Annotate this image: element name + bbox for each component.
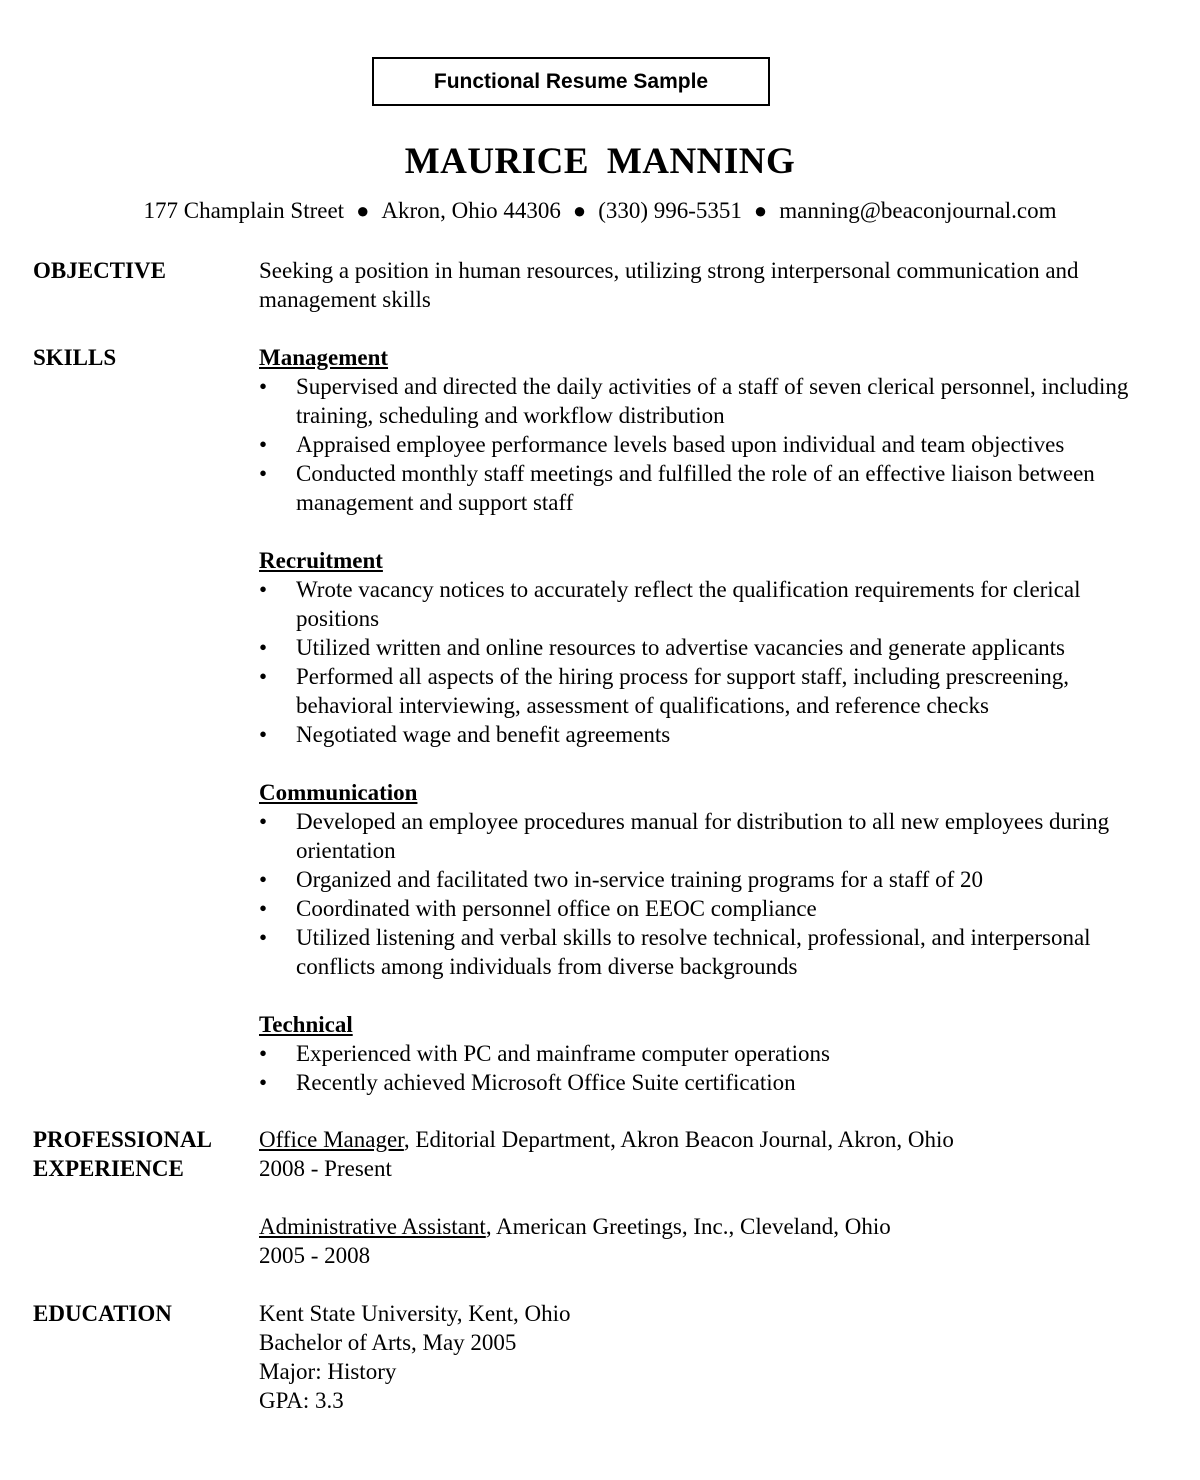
- list-item: [259, 372, 1169, 430]
- contact-street: 177 Champlain Street: [143, 198, 345, 223]
- job-dates: 2008 - Present: [259, 1156, 392, 1181]
- list-item: [259, 807, 1169, 865]
- experience-heading: [33, 1125, 212, 1183]
- list-item-text: Appraised employee performance levels based upon individual and team objectives: [296, 432, 1065, 457]
- job-role: Office Manager: [259, 1127, 404, 1152]
- skill-group-heading: Recruitment: [259, 548, 383, 573]
- list-item: [259, 575, 1169, 633]
- job-details: , American Greetings, Inc., Cleveland, Ohio: [485, 1214, 891, 1239]
- skills-heading: SKILLS: [33, 345, 117, 370]
- list-item-text: Performed all aspects of the hiring process for support staff, including prescreening, behavioral interviewing, assessment of qualifications, and reference checks: [296, 664, 1070, 718]
- contact-phone: (330) 996-5351: [598, 198, 742, 223]
- list-item: [259, 894, 1169, 923]
- contact-city: Akron, Ohio 44306: [381, 198, 561, 223]
- job-details: , Editorial Department, Akron Beacon Journal, Akron, Ohio: [403, 1127, 954, 1152]
- sample-label: Functional Resume Sample: [433, 69, 709, 93]
- bullet-icon: •: [259, 722, 268, 747]
- skill-group-technical: [259, 1010, 1169, 1097]
- list-item-text: Supervised and directed the daily activities of a staff of seven clerical personnel, including training, scheduling and workflow distribution: [296, 374, 1129, 428]
- bullet-icon: •: [259, 374, 268, 399]
- list-item-text: Negotiated wage and benefit agreements: [296, 722, 671, 747]
- list-item-text: Organized and facilitated two in-service training programs for a staff of 20: [296, 867, 983, 892]
- contact-line: [0, 198, 1200, 224]
- skill-group-heading: Management: [259, 345, 389, 370]
- experience-section: [259, 1125, 1169, 1270]
- bullet-icon: •: [259, 577, 268, 602]
- list-item: [259, 430, 1169, 459]
- education-section: [259, 1299, 1169, 1415]
- list-item-text: Utilized written and online resources to advertise vacancies and generate applicants: [296, 635, 1065, 660]
- experience-heading-line2: EXPERIENCE: [33, 1156, 184, 1181]
- list-item: [259, 865, 1169, 894]
- skill-group-management: [259, 343, 1169, 517]
- education-major: Major: History: [259, 1359, 397, 1384]
- education-degree: Bachelor of Arts, May 2005: [259, 1330, 517, 1355]
- list-item: [259, 923, 1169, 981]
- list-item-text: Wrote vacancy notices to accurately reflect the qualification requirements for clerical positions: [296, 577, 1081, 631]
- list-item: [259, 1039, 1169, 1068]
- list-item: [259, 459, 1169, 517]
- skill-group-heading: Technical: [259, 1012, 353, 1037]
- skills-section: [259, 343, 1169, 1097]
- list-item: [259, 1068, 1169, 1097]
- bullet-icon: •: [259, 925, 268, 950]
- job-role: Administrative Assistant: [259, 1214, 486, 1239]
- list-item-text: Utilized listening and verbal skills to resolve technical, professional, and interpersonal conflicts among individuals from diverse backgrounds: [296, 925, 1091, 979]
- education-school: Kent State University, Kent, Ohio: [259, 1301, 571, 1326]
- education-gpa: GPA: 3.3: [259, 1388, 344, 1413]
- list-item: [259, 633, 1169, 662]
- list-item-text: Experienced with PC and mainframe computer operations: [296, 1041, 830, 1066]
- experience-heading-line1: PROFESSIONAL: [33, 1127, 212, 1152]
- objective-text: Seeking a position in human resources, utilizing strong interpersonal communication and management skills: [259, 258, 1079, 312]
- bullet-icon: •: [259, 461, 268, 486]
- bullet-icon: •: [259, 1041, 268, 1066]
- job-entry: [259, 1125, 1169, 1183]
- bullet-icon: •: [259, 432, 268, 457]
- bullet-icon: •: [259, 1070, 268, 1095]
- separator-dot-icon: ●: [356, 198, 370, 223]
- list-item-text: Coordinated with personnel office on EEOC compliance: [296, 896, 817, 921]
- sample-label-box: [372, 57, 770, 106]
- bullet-icon: •: [259, 635, 268, 660]
- job-title-line: [259, 1125, 1169, 1154]
- list-item-text: Developed an employee procedures manual for distribution to all new employees during orientation: [296, 809, 1110, 863]
- education-heading: EDUCATION: [33, 1301, 172, 1326]
- list-item-text: Recently achieved Microsoft Office Suite certification: [296, 1070, 796, 1095]
- bullet-icon: •: [259, 664, 268, 689]
- list-item: [259, 720, 1169, 749]
- skill-group-recruitment: [259, 546, 1169, 749]
- bullet-icon: •: [259, 896, 268, 921]
- job-dates: 2005 - 2008: [259, 1243, 371, 1268]
- skill-group-communication: [259, 778, 1169, 981]
- separator-dot-icon: ●: [753, 198, 768, 223]
- list-item-text: Conducted monthly staff meetings and fulfilled the role of an effective liaison between management and support staff: [296, 461, 1095, 515]
- candidate-name: MAURICE MANNING: [404, 141, 796, 182]
- list-item: [259, 662, 1169, 720]
- job-entry: [259, 1212, 1169, 1270]
- objective-section: [259, 256, 1169, 314]
- bullet-icon: •: [259, 809, 268, 834]
- bullet-icon: •: [259, 867, 268, 892]
- separator-dot-icon: ●: [572, 198, 587, 223]
- contact-email[interactable]: manning@beaconjournal.com: [779, 198, 1057, 223]
- objective-heading: OBJECTIVE: [33, 258, 166, 283]
- skill-group-heading: Communication: [259, 780, 418, 805]
- job-title-line: [259, 1212, 1169, 1241]
